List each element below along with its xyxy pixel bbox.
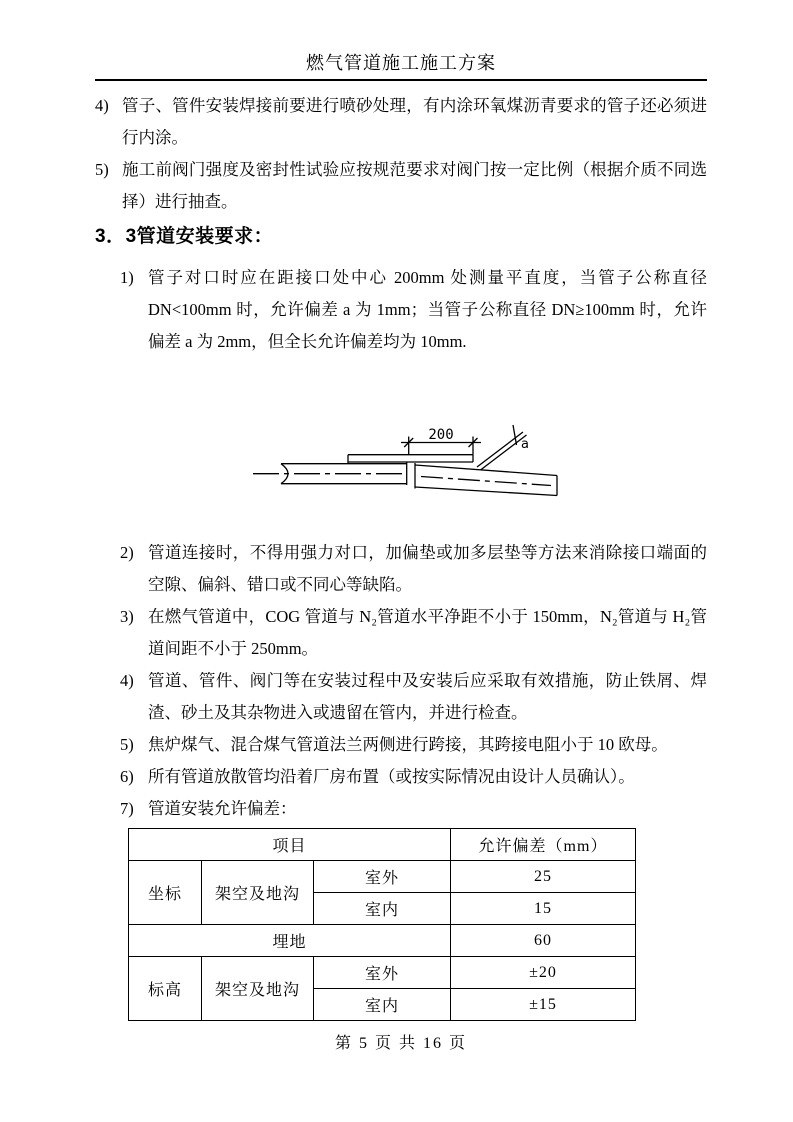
table-row: [129, 957, 636, 989]
cell-group-elev: 标高: [129, 957, 202, 1021]
cell-location: 室内: [314, 989, 451, 1021]
deviation-tick: [513, 425, 517, 445]
cell-buried: 埋地: [129, 925, 451, 957]
tolerance-table: [128, 828, 636, 1021]
item-number: 5): [120, 735, 134, 754]
right-pipe-centerline: [421, 477, 551, 486]
item-text: 管道、管件、阀门等在安装过程中及安装后应采取有效措施，防止铁屑、焊渣、砂土及其杂物进入或遗留在管内，并进行检查。: [148, 671, 707, 722]
cell-value: 15: [451, 893, 636, 925]
document-header: [95, 52, 707, 81]
cell-value: 60: [451, 925, 636, 957]
item-text: 焦炉煤气、混合煤气管道法兰两侧进行跨接，其跨接电阻小于 10 欧母。: [148, 735, 668, 754]
cell-location: 室外: [314, 957, 451, 989]
deviation-line-2: [481, 435, 527, 470]
page-footer: 第 5 页 共 16 页: [334, 1035, 467, 1052]
deviation-line-1: [477, 432, 523, 467]
intro-item-list: [95, 90, 707, 218]
item-number: 4): [95, 96, 109, 115]
list-item: [95, 729, 707, 761]
item-number: 5): [95, 160, 109, 179]
cell-value: ±20: [451, 957, 636, 989]
pipe-alignment-svg: [245, 412, 575, 517]
section-heading: 3．3管道安装要求：: [95, 226, 274, 247]
list-item: [95, 262, 707, 358]
right-pipe-bottom-edge: [415, 487, 557, 496]
list-item: [95, 537, 707, 601]
item-text: 管子对口时应在距接口处中心 200mm 处测量平直度，当管子公称直径 DN<100mm 时，允许偏差 a 为 1mm；当管子公称直径 DN≥100mm 时，允许偏差 a 为 2mm，但全长允许偏差均为 10mm.: [148, 268, 707, 351]
dimension-label: 200: [428, 427, 454, 443]
header-cell-item: 项目: [129, 829, 451, 861]
item-text: 所有管道放散管均沿着厂房布置（或按实际情况由设计人员确认）。: [148, 767, 635, 786]
item-number: 7): [120, 799, 134, 818]
list-item: [95, 793, 707, 825]
cell-group-coord: 坐标: [129, 861, 202, 925]
cell-sub-elev: 架空及地沟: [202, 957, 314, 1021]
item-number: 2): [120, 543, 134, 562]
cell-sub-coord: 架空及地沟: [202, 861, 314, 925]
item-number: 3): [120, 607, 134, 626]
item-number: 1): [120, 268, 134, 287]
section-item-1-wrap: [95, 262, 707, 358]
item-text: 在燃气管道中，COG 管道与 N₂管道水平净距不小于 150mm，N₂管道与 H₂管道间距不小于 250mm。: [148, 607, 707, 658]
item-text: 管子、管件安装焊接前要进行喷砂处理，有内涂环氧煤沥青要求的管子还必须进行内涂。: [122, 96, 707, 147]
table-header-row: [129, 829, 636, 861]
item-text: 施工前阀门强度及密封性试验应按规范要求对阀门按一定比例（根据介质不同选择）进行抽查。: [122, 160, 707, 211]
deviation-label: a: [521, 437, 529, 452]
list-item: [95, 154, 707, 218]
table-row: [129, 861, 636, 893]
header-cell-tolerance: 允许偏差（mm）: [451, 829, 636, 861]
item-number: 4): [120, 671, 134, 690]
list-item: [95, 665, 707, 729]
list-item: [95, 90, 707, 154]
cell-value: ±15: [451, 989, 636, 1021]
list-item: [95, 761, 707, 793]
section-item-list: [95, 537, 707, 825]
cell-location: 室内: [314, 893, 451, 925]
document-title: 燃气管道施工施工方案: [306, 53, 496, 73]
cell-value: 25: [451, 861, 636, 893]
item-text: 管道连接时，不得用强力对口，加偏垫或加多层垫等方法来消除接口端面的空隙、偏斜、错口或不同心等缺陷。: [148, 543, 707, 594]
item-number: 6): [120, 767, 134, 786]
list-item: [95, 601, 707, 665]
cell-location: 室外: [314, 861, 451, 893]
pipe-alignment-diagram: [245, 412, 575, 517]
table-row: [129, 925, 636, 957]
item-text: 管道安装允许偏差：: [148, 799, 297, 818]
